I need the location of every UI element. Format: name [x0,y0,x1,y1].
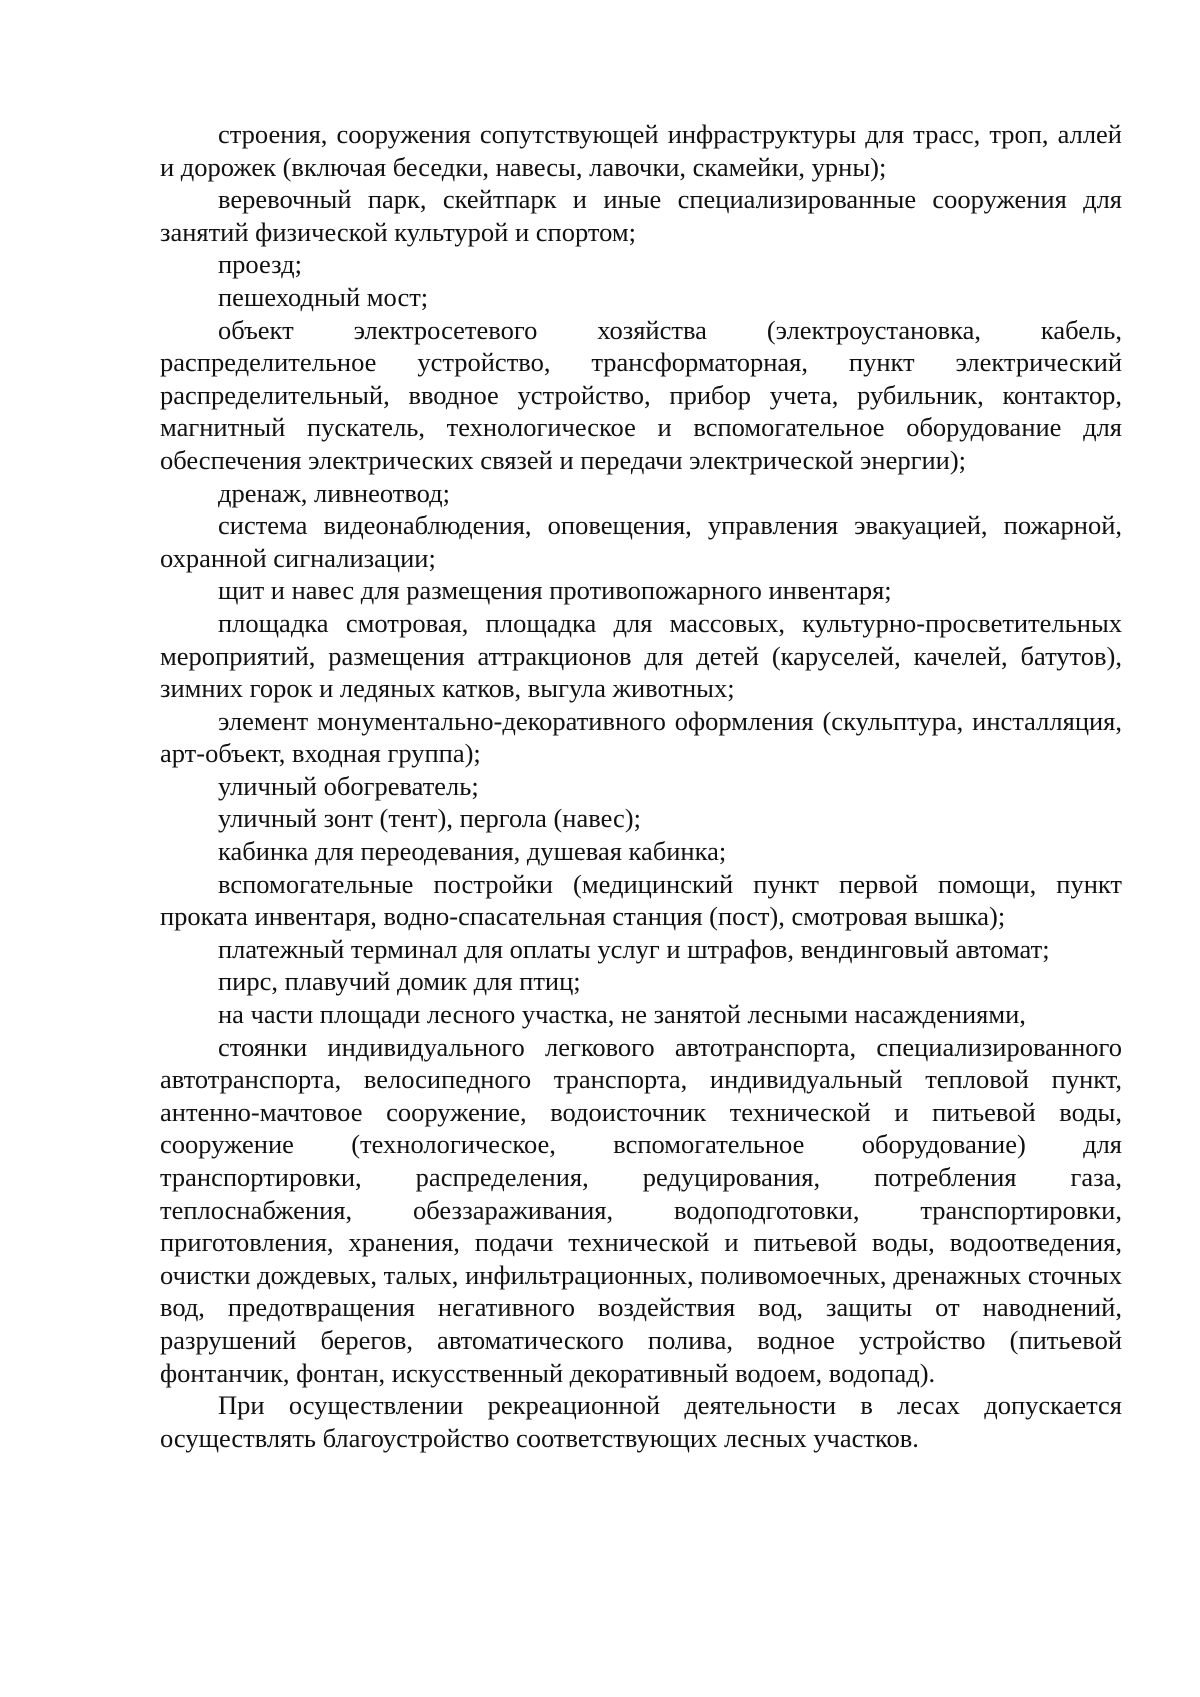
paragraph: уличный обогреватель; [218,770,479,801]
paragraph: кабинка для переодевания, душевая кабинка; [218,836,727,867]
paragraph: элемент монументально-декоративного оформления (скульптура, инсталляция, арт-объект, входная группа); [160,705,1122,769]
paragraph: веревочный парк, скейтпарк и иные специализированные сооружения для занятий физической культурой и спортом; [160,184,1122,247]
paragraph: система видеонаблюдения, оповещения, управления эвакуацией, пожарной, охранной сигнализации; [160,510,1122,573]
paragraph: на части площади лесного участка, не занятой лесными насаждениями, [218,999,1026,1030]
paragraph: пешеходный мост; [218,281,429,312]
paragraph: проезд; [218,249,302,280]
paragraph: площадка смотровая, площадка для массовых, культурно-просветительных мероприятий, размещения аттракционов для детей (каруселей, качелей, батутов), зимних горок и ледяных катков, выгула животных; [160,607,1122,704]
paragraph: При осуществлении рекреационной деятельности в лесах допускается осуществлять благоустройство соответствующих лесных участков. [160,1390,1122,1453]
paragraph: дренаж, ливнеотвод; [218,477,451,508]
paragraph: пирс, плавучий домик для птиц; [218,966,581,997]
paragraph: строения, сооружения сопутствующей инфраструктуры для трасс, троп, аллей и дорожек (включая беседки, навесы, лавочки, скамейки, урны); [160,119,1122,182]
paragraph: щит и навес для размещения противопожарного инвентаря; [218,575,892,606]
paragraph: уличный зонт (тент), пергола (навес); [218,803,641,834]
document-body [160,118,1122,1454]
paragraph: платежный терминал для оплаты услуг и штрафов, вендинговый автомат; [218,933,1050,964]
paragraph: вспомогательные постройки (медицинский пункт первой помощи, пункт проката инвентаря, водно-спасательная станция (пост), смотровая вышка); [160,868,1122,932]
paragraph: стоянки индивидуального легкового автотранспорта, специализированного автотранспорта, велосипедного транспорта, индивидуальный тепловой пункт, антенно-мачтовое сооружение, водоисточник технической и питьевой воды, сооружение (технологическое, вспомогательное оборудование) для транспортировки, распределения, редуцирования, потребления газа, теплоснабжения, обеззараживания, водоподготовки, транспортировки, приготовления, хранения, подачи технической и питьевой воды, водоотведения, очистки дождевых, талых, инфильтрационных, поливомоечных, дренажных сточных вод, предотвращения негативного воздействия вод, защиты от наводнений, разрушений берегов, автоматического полива, водное устройство (питьевой фонтанчик, фонтан, искусственный декоративный водоем, водопад). [160,1031,1122,1388]
paragraph: объект электросетевого хозяйства (электроустановка, кабель, распределительное устройство, трансформаторная, пункт электрический распределительный, вводное устройство, прибор учета, рубильник, контактор, магнитный пускатель, технологическое и вспомогательное оборудование для обеспечения электрических связей и передачи электрической энергии); [160,314,1122,475]
